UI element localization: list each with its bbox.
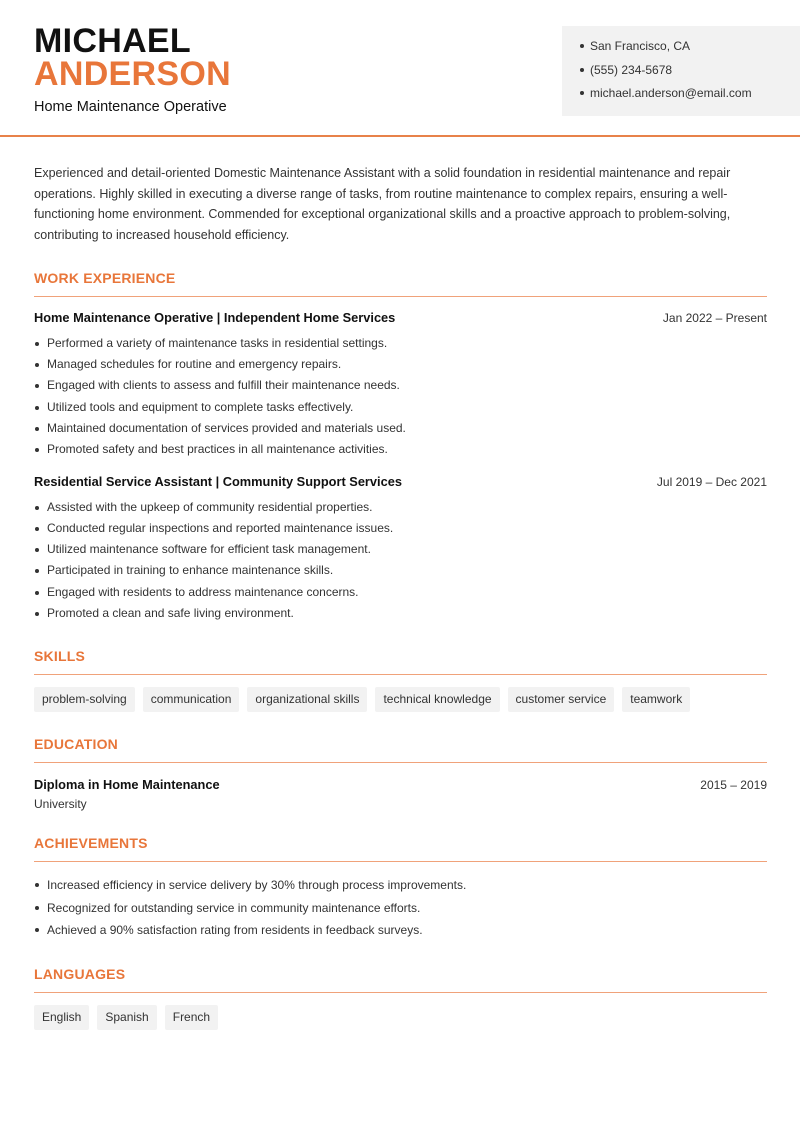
language-tag: English: [34, 1005, 89, 1030]
contact-email[interactable]: michael.anderson@email.com: [580, 85, 800, 109]
achievement-item: Recognized for outstanding service in community maintenance efforts.: [34, 897, 767, 920]
job-bullet: Engaged with clients to assess and fulfill their maintenance needs.: [34, 375, 767, 396]
achievement-item: Increased efficiency in service delivery by 30% through process improvements.: [34, 874, 767, 897]
job-bullet: Assisted with the upkeep of community residential properties.: [34, 497, 767, 518]
job-date: Jul 2019 – Dec 2021: [656, 474, 767, 489]
skill-tag: customer service: [508, 687, 615, 712]
section-title-languages: LANGUAGES: [34, 966, 767, 993]
job-bullet: Performed a variety of maintenance tasks in residential settings.: [34, 333, 767, 354]
skills-list: [34, 687, 767, 712]
job-title: Home Maintenance Operative: [34, 99, 227, 115]
job-bullet: Conducted regular inspections and reported maintenance issues.: [34, 518, 767, 539]
section-title-skills: SKILLS: [34, 648, 767, 675]
education-date: 2015 – 2019: [700, 778, 767, 793]
skill-tag: problem-solving: [34, 687, 135, 712]
language-tag: French: [165, 1005, 218, 1030]
education-school: University: [34, 797, 87, 812]
education-degree: Diploma in Home Maintenance: [34, 777, 220, 793]
job-bullet: Utilized maintenance software for efficient task management.: [34, 539, 767, 560]
job-date: Jan 2022 – Present: [662, 310, 767, 325]
contact-location: San Francisco, CA: [580, 38, 800, 62]
education-entry: [34, 777, 767, 811]
job-role: Home Maintenance Operative | Independent Home Services: [34, 309, 396, 325]
section-title-achievements: ACHIEVEMENTS: [34, 835, 767, 862]
contact-phone: (555) 234-5678: [580, 62, 800, 86]
job-bullet: Promoted safety and best practices in all maintenance activities.: [34, 439, 767, 460]
section-title-work: WORK EXPERIENCE: [34, 270, 767, 297]
resume-header: [0, 0, 800, 137]
job-entry: [34, 310, 767, 461]
job-bullet: Participated in training to enhance maintenance skills.: [34, 560, 767, 581]
job-role: Residential Service Assistant | Community Support Services: [34, 473, 402, 489]
job-entry: [34, 474, 767, 625]
last-name: ANDERSON: [34, 55, 231, 93]
job-bullet: Engaged with residents to address maintenance concerns.: [34, 582, 767, 603]
skill-tag: communication: [143, 687, 240, 712]
skill-tag: organizational skills: [247, 687, 367, 712]
job-bullets: [34, 497, 767, 625]
achievement-item: Achieved a 90% satisfaction rating from residents in feedback surveys.: [34, 919, 767, 942]
summary: Experienced and detail-oriented Domestic Maintenance Assistant with a solid foundation in residential maintenance and repair operations. Highly skilled in executing a diverse range of tasks, from routine maintenance to complex repairs, ensuring a well-functioning home environment. Commended for exceptional organizational skills and a proactive approach to problem-solving, contributing to increased household efficiency.: [34, 166, 731, 243]
achievements-list: [34, 874, 767, 942]
job-bullets: [34, 333, 767, 461]
first-name: MICHAEL: [34, 22, 191, 60]
job-bullet: Promoted a clean and safe living environment.: [34, 603, 767, 624]
languages-list: [34, 1005, 767, 1030]
contact-box: [562, 26, 800, 116]
skill-tag: technical knowledge: [375, 687, 499, 712]
job-bullet: Maintained documentation of services provided and materials used.: [34, 418, 767, 439]
language-tag: Spanish: [97, 1005, 156, 1030]
job-bullet: Utilized tools and equipment to complete tasks effectively.: [34, 397, 767, 418]
resume-body: [34, 163, 767, 1030]
section-title-education: EDUCATION: [34, 736, 767, 763]
job-bullet: Managed schedules for routine and emergency repairs.: [34, 354, 767, 375]
skill-tag: teamwork: [622, 687, 690, 712]
